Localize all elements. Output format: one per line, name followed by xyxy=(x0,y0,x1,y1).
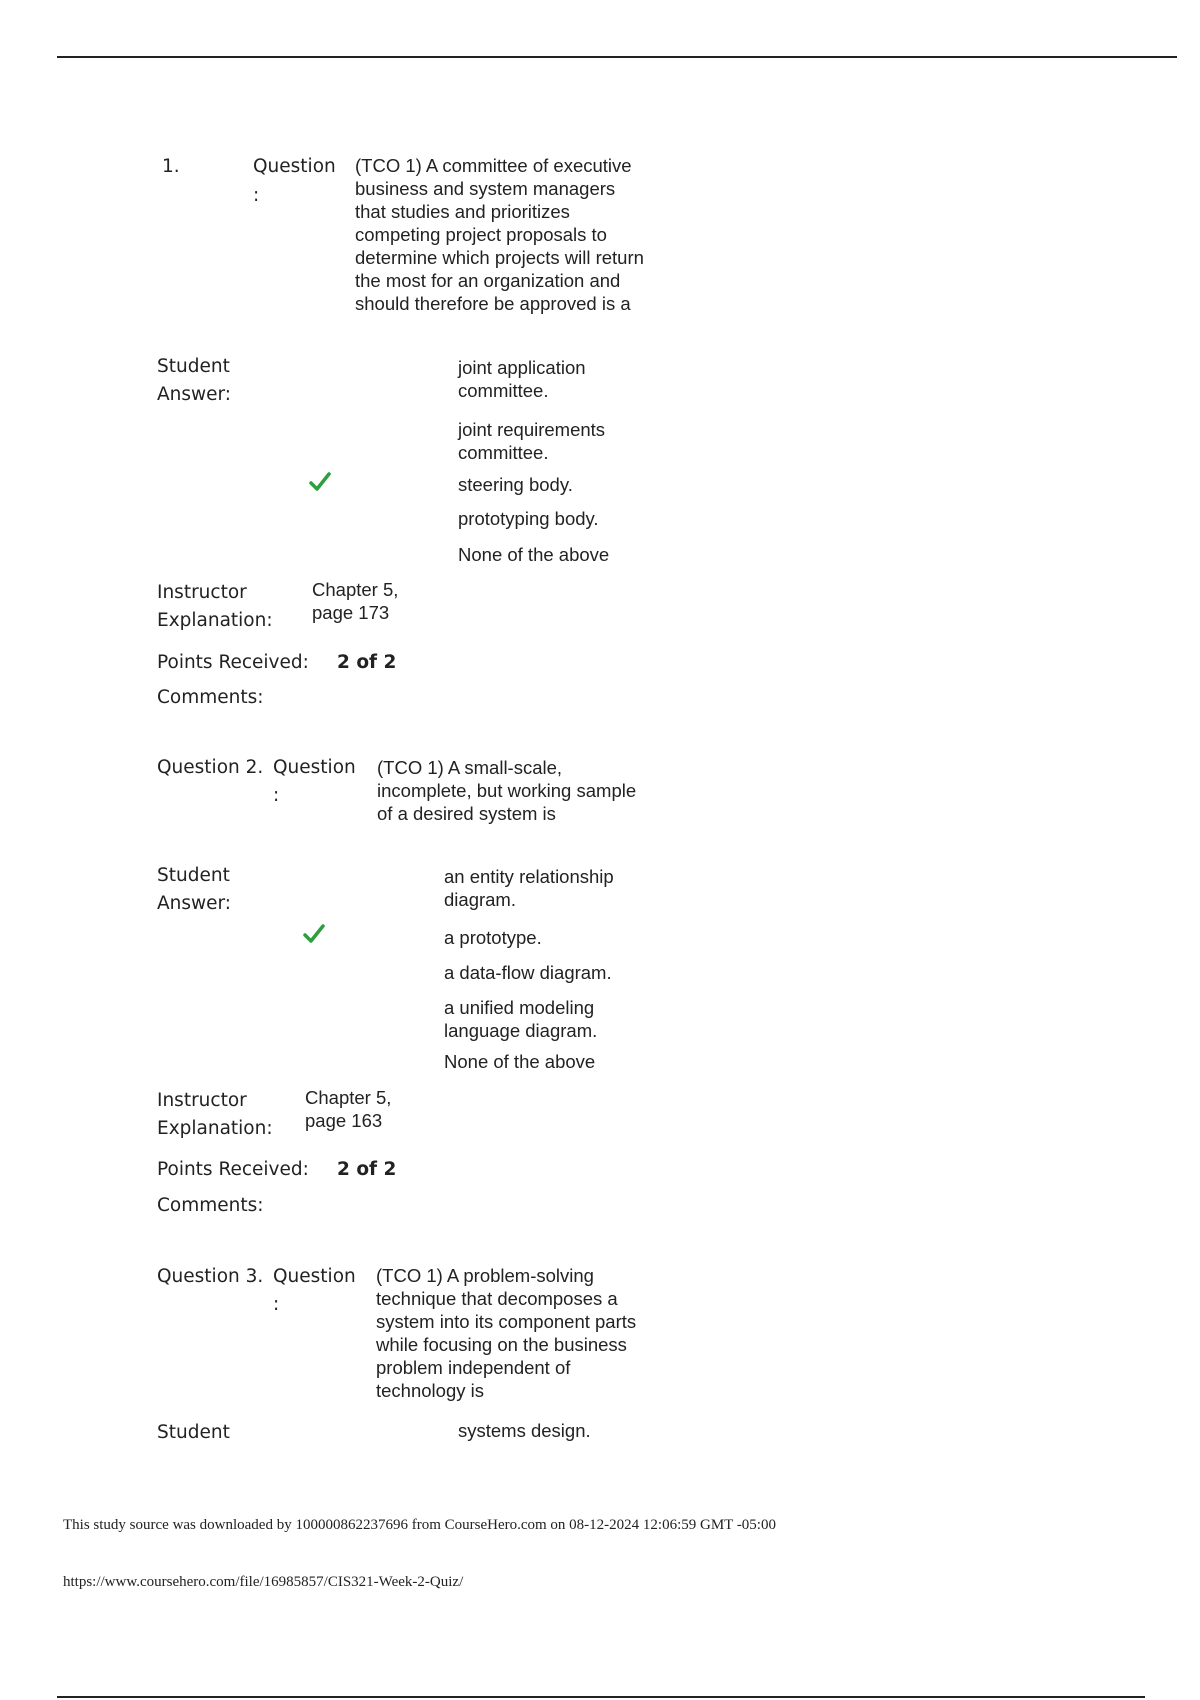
instructor-explanation-label: Instructor Explanation: xyxy=(157,582,273,631)
instructor-explanation-text: Chapter 5, page 163 xyxy=(305,1087,392,1131)
answer-option: None of the above xyxy=(458,544,610,565)
points-received-value: 2 of 2 xyxy=(337,652,397,673)
student-answer-label: Student Answer: xyxy=(157,865,232,914)
question-label: Question xyxy=(273,757,356,778)
answer-option-selected: steering body. xyxy=(458,474,573,495)
points-received-label: Points Received: xyxy=(157,1159,309,1180)
answer-option: a data-flow diagram. xyxy=(444,962,612,983)
source-url[interactable]: https://www.coursehero.com/file/16985857/CIS321-Week-2-Quiz/ xyxy=(63,1574,464,1590)
answer-option: a unified modeling language diagram. xyxy=(444,997,598,1041)
student-answer-label: Student Answer: xyxy=(157,356,232,405)
answer-option: an entity relationship diagram. xyxy=(444,866,614,910)
comments-label: Comments: xyxy=(157,1195,264,1216)
question-label: Question xyxy=(253,156,336,177)
points-received-label: Points Received: xyxy=(157,652,309,673)
download-note: This study source was downloaded by 100000862237696 from CourseHero.com on 08-12-2024 12:06:59 GMT -05:00 xyxy=(63,1517,776,1533)
question-label: Question xyxy=(273,1266,356,1287)
question-label-colon: : xyxy=(273,1294,280,1315)
instructor-explanation-label: Instructor Explanation: xyxy=(157,1090,273,1139)
answer-option: joint application committee. xyxy=(458,357,586,401)
top-rule xyxy=(57,56,1177,58)
question-number: Question 3. xyxy=(157,1266,264,1287)
comments-label: Comments: xyxy=(157,687,264,708)
question-text: (TCO 1) A small-scale, incomplete, but working sample of a desired system is xyxy=(377,757,637,824)
question-label-colon: : xyxy=(253,185,260,206)
points-received-value: 2 of 2 xyxy=(337,1159,397,1180)
answer-option: None of the above xyxy=(444,1051,596,1072)
answer-option: joint requirements committee. xyxy=(458,419,606,463)
student-answer-label: Student xyxy=(157,1422,230,1443)
correct-check-icon xyxy=(303,923,325,945)
bottom-rule xyxy=(57,1696,1145,1698)
instructor-explanation-text: Chapter 5, page 173 xyxy=(312,579,399,623)
question-number: Question 2. xyxy=(157,757,264,778)
question-text: (TCO 1) A problem-solving technique that decomposes a system into its component parts while focusing on the business problem independent of technology is xyxy=(376,1265,637,1401)
question-text: (TCO 1) A committee of executive business and system managers that studies and prioritizes competing project proposals to determine which projects will return the most for an organization and should therefore be approved is a xyxy=(355,155,644,314)
answer-option: systems design. xyxy=(458,1420,591,1441)
question-number: 1. xyxy=(162,156,180,177)
answer-option-selected: a prototype. xyxy=(444,927,542,948)
answer-option: prototyping body. xyxy=(458,508,599,529)
correct-check-icon xyxy=(309,471,331,493)
question-label-colon: : xyxy=(273,785,280,806)
